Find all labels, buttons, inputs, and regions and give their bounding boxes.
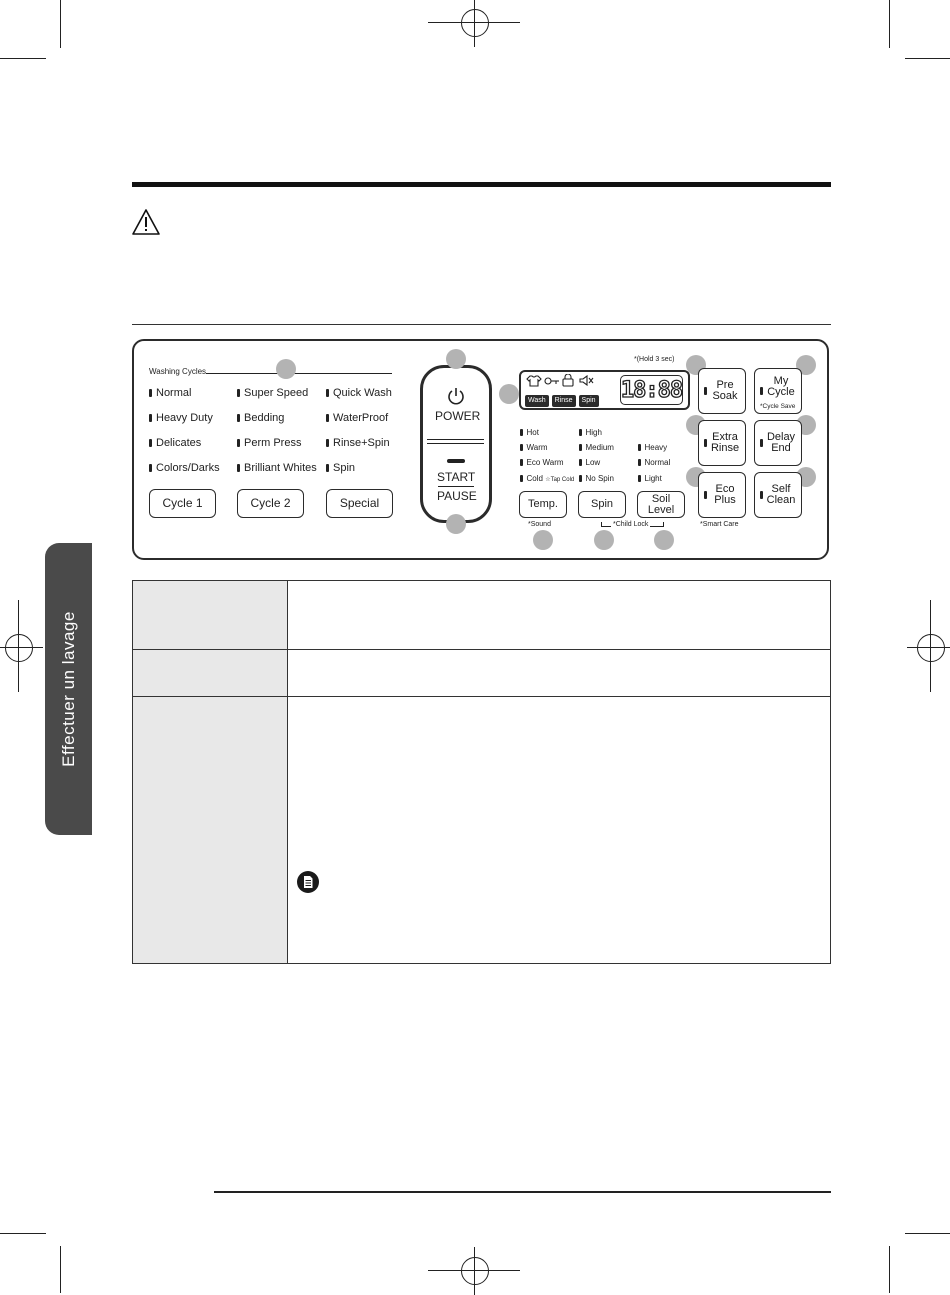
status-display — [519, 370, 690, 410]
callout-marker — [446, 349, 466, 369]
start-button[interactable]: START — [437, 470, 476, 484]
table-row — [133, 650, 831, 697]
soil-option: Heavy — [638, 443, 667, 452]
callout-marker — [499, 384, 519, 404]
pause-button[interactable]: PAUSE — [437, 489, 477, 503]
table-label-cell — [133, 650, 288, 697]
start-indicator — [447, 459, 465, 463]
registration-mark-left — [5, 634, 33, 662]
delay-end-button[interactable]: Delay End — [754, 420, 802, 466]
cycle-item: Colors/Darks — [149, 462, 220, 474]
washing-cycles-line — [206, 373, 392, 374]
eco-plus-button[interactable]: Eco Plus — [698, 472, 746, 518]
table-row — [133, 581, 831, 650]
callout-marker — [446, 514, 466, 534]
note-icon — [297, 871, 319, 893]
callout-marker — [594, 530, 614, 550]
status-pills — [525, 393, 602, 407]
table-label-cell — [133, 581, 288, 650]
table-content-cell — [288, 697, 831, 964]
heading-rule — [132, 182, 831, 187]
extra-rinse-button[interactable]: Extra Rinse — [698, 420, 746, 466]
soil-level-button[interactable]: Soil Level — [637, 491, 685, 518]
table-label-cell — [133, 697, 288, 964]
spin-option: Medium — [579, 443, 614, 452]
temp-option: Warm — [520, 443, 548, 452]
self-clean-button[interactable]: Self Clean — [754, 472, 802, 518]
spin-option: No Spin — [579, 474, 614, 483]
cycle-2-button[interactable]: Cycle 2 — [237, 489, 304, 518]
temp-button[interactable]: Temp. — [519, 491, 567, 518]
washing-cycles-label: Washing Cycles — [149, 367, 207, 376]
cycle-item: Heavy Duty — [149, 412, 213, 424]
temp-option: Cold ☆Tap Cold — [520, 474, 574, 483]
sound-note: *Sound — [528, 521, 551, 528]
special-button[interactable]: Special — [326, 489, 393, 518]
cycle-save-note: *Cycle Save — [760, 403, 796, 410]
table-row — [133, 697, 831, 964]
cycle-item: Quick Wash — [326, 387, 392, 399]
key-icon — [544, 376, 560, 386]
callout-marker — [276, 359, 296, 379]
hold-note: *(Hold 3 sec) — [634, 356, 675, 363]
cycle-item: Normal — [149, 387, 191, 399]
start-pause-rule — [438, 486, 474, 487]
registration-mark-bottom — [461, 1257, 489, 1285]
temp-option: Hot — [520, 428, 539, 437]
section-divider — [132, 324, 831, 325]
pre-soak-button[interactable]: Pre Soak — [698, 368, 746, 414]
display-digits: 18:88 — [620, 377, 683, 403]
cycle-item: WaterProof — [326, 412, 388, 424]
divider — [427, 439, 484, 444]
power-button[interactable]: POWER — [435, 409, 481, 423]
lock-icon — [562, 374, 574, 387]
callout-marker — [654, 530, 674, 550]
child-lock-note: *Child Lock — [613, 521, 649, 528]
cycle-item: Rinse+Spin — [326, 437, 390, 449]
registration-mark-right — [917, 634, 945, 662]
shirt-icon — [526, 375, 542, 387]
mute-icon — [579, 375, 594, 386]
rinse-pill: Rinse — [552, 395, 576, 407]
spin-option: Low — [579, 458, 600, 467]
soil-option: Normal — [638, 458, 670, 467]
control-panel — [132, 339, 829, 560]
footer-rule — [214, 1191, 831, 1193]
cycle-item: Brilliant Whites — [237, 462, 317, 474]
description-table — [132, 580, 831, 964]
side-tab-label: Effectuer un lavage — [58, 611, 78, 767]
power-icon[interactable] — [446, 386, 466, 406]
warning-icon — [131, 208, 161, 236]
smart-care-note: *Smart Care — [700, 521, 739, 528]
soil-option: Light — [638, 474, 662, 483]
spin-option: High — [579, 428, 602, 437]
cycle-1-button[interactable]: Cycle 1 — [149, 489, 216, 518]
spin-button[interactable]: Spin — [578, 491, 626, 518]
cycle-item: Spin — [326, 462, 355, 474]
digit-display — [620, 375, 683, 405]
my-cycle-button[interactable]: My Cycle *Cycle Save — [754, 368, 802, 414]
temp-option: Eco Warm — [520, 458, 564, 467]
cycle-item: Perm Press — [237, 437, 301, 449]
spin-pill: Spin — [579, 395, 599, 407]
cycle-item: Super Speed — [237, 387, 308, 399]
wash-pill: Wash — [525, 395, 549, 407]
cycle-item: Bedding — [237, 412, 284, 424]
side-tab — [45, 543, 92, 835]
registration-mark-top — [461, 9, 489, 37]
table-content-cell — [288, 581, 831, 650]
table-content-cell — [288, 650, 831, 697]
callout-marker — [533, 530, 553, 550]
cycle-item: Delicates — [149, 437, 201, 449]
